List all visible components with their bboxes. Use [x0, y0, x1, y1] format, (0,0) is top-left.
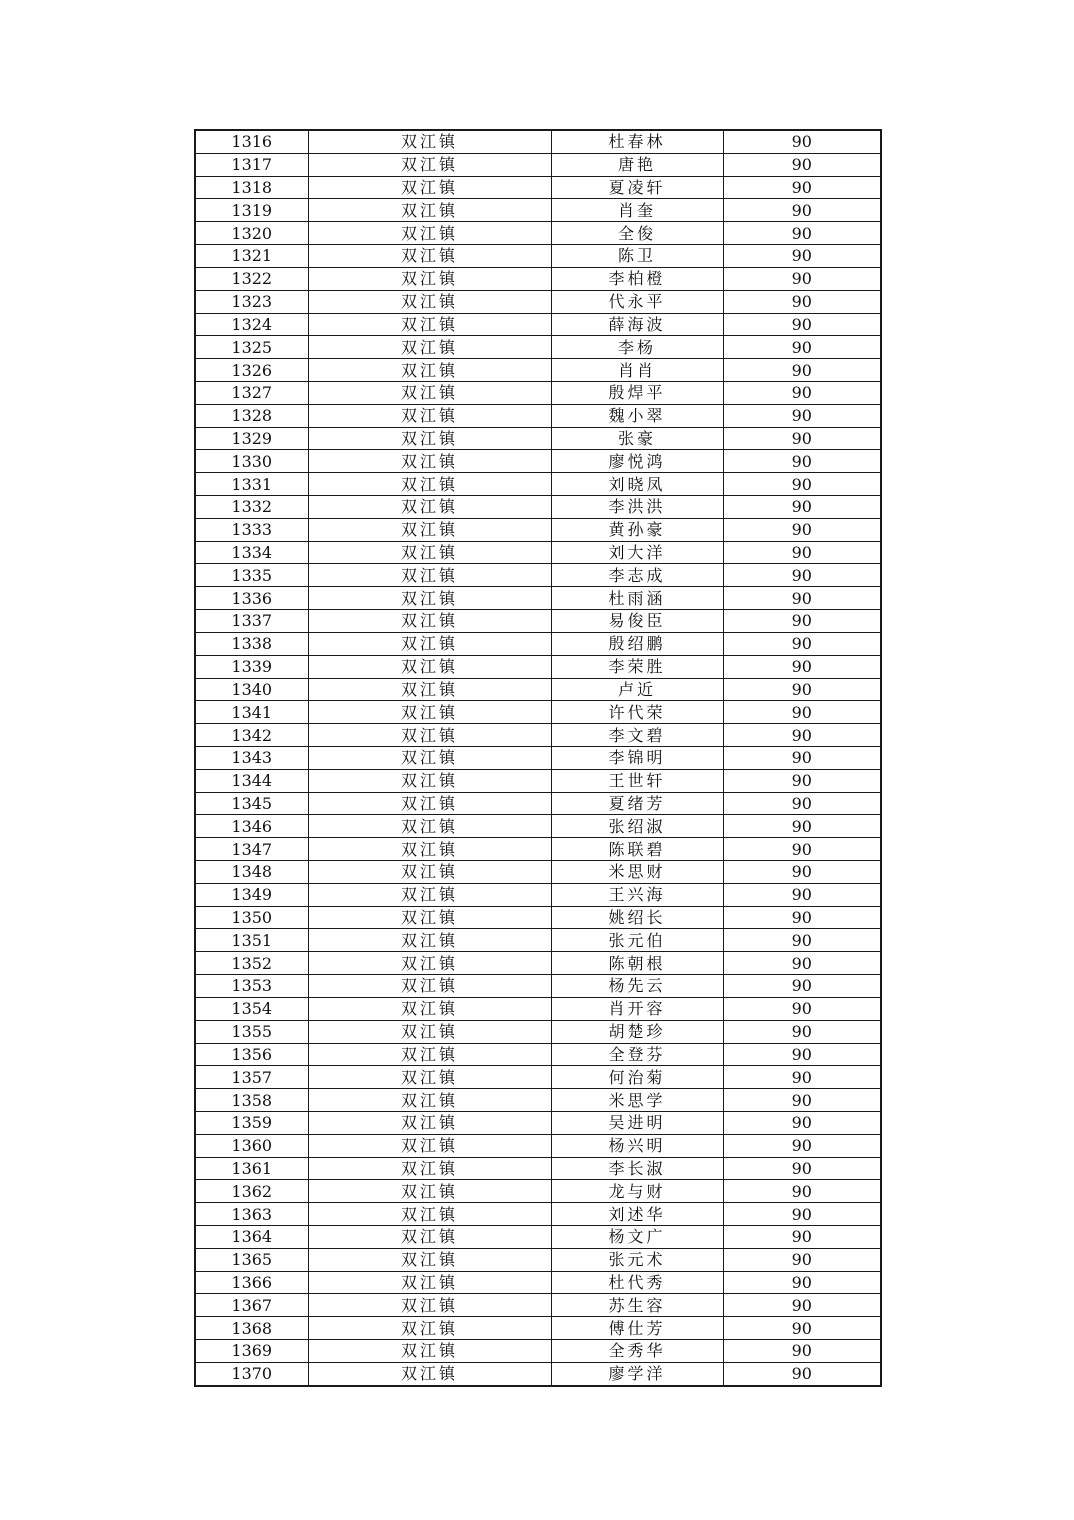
table-row	[195, 290, 881, 313]
town-cell: 双江镇	[308, 678, 551, 701]
town-cell: 双江镇	[308, 450, 551, 473]
table-row	[195, 929, 881, 952]
row-number-cell: 1360	[195, 1134, 308, 1157]
person-name-cell: 王兴海	[551, 883, 723, 906]
person-name-cell: 吴进明	[551, 1111, 723, 1134]
person-name-cell: 李柏橙	[551, 267, 723, 290]
score-cell: 90	[723, 1203, 881, 1226]
table-row	[195, 724, 881, 747]
row-number-cell: 1370	[195, 1362, 308, 1385]
person-name-cell: 胡楚珍	[551, 1020, 723, 1043]
table-row	[195, 245, 881, 268]
town-cell: 双江镇	[308, 1020, 551, 1043]
town-cell: 双江镇	[308, 1134, 551, 1157]
row-number-cell: 1350	[195, 906, 308, 929]
row-number-cell: 1369	[195, 1340, 308, 1363]
person-name-cell: 夏凌轩	[551, 176, 723, 199]
table-row	[195, 473, 881, 496]
table-row	[195, 746, 881, 769]
person-name-cell: 何治菊	[551, 1066, 723, 1089]
town-cell: 双江镇	[308, 997, 551, 1020]
table-row	[195, 975, 881, 998]
row-number-cell: 1358	[195, 1089, 308, 1112]
row-number-cell: 1329	[195, 427, 308, 450]
score-cell: 90	[723, 1340, 881, 1363]
town-cell: 双江镇	[308, 792, 551, 815]
score-cell: 90	[723, 610, 881, 633]
row-number-cell: 1324	[195, 313, 308, 336]
table-row	[195, 176, 881, 199]
person-name-cell: 许代荣	[551, 701, 723, 724]
person-name-cell: 易俊臣	[551, 610, 723, 633]
town-cell: 双江镇	[308, 655, 551, 678]
town-cell: 双江镇	[308, 610, 551, 633]
score-cell: 90	[723, 997, 881, 1020]
row-number-cell: 1326	[195, 359, 308, 382]
row-number-cell: 1362	[195, 1180, 308, 1203]
town-cell: 双江镇	[308, 404, 551, 427]
table-row	[195, 883, 881, 906]
score-cell: 90	[723, 199, 881, 222]
person-name-cell: 陈卫	[551, 245, 723, 268]
person-name-cell: 王世轩	[551, 769, 723, 792]
town-cell: 双江镇	[308, 1226, 551, 1249]
town-cell: 双江镇	[308, 290, 551, 313]
table-row	[195, 1134, 881, 1157]
row-number-cell: 1340	[195, 678, 308, 701]
person-name-cell: 李志成	[551, 564, 723, 587]
table-row	[195, 861, 881, 884]
table-row	[195, 1203, 881, 1226]
town-cell: 双江镇	[308, 1043, 551, 1066]
roster-table-body	[195, 130, 881, 1386]
person-name-cell: 米思财	[551, 861, 723, 884]
table-row	[195, 610, 881, 633]
person-name-cell: 张元伯	[551, 929, 723, 952]
person-name-cell: 魏小翠	[551, 404, 723, 427]
table-row	[195, 1294, 881, 1317]
row-number-cell: 1319	[195, 199, 308, 222]
town-cell: 双江镇	[308, 313, 551, 336]
score-cell: 90	[723, 359, 881, 382]
person-name-cell: 廖学洋	[551, 1362, 723, 1385]
town-cell: 双江镇	[308, 267, 551, 290]
person-name-cell: 李荣胜	[551, 655, 723, 678]
town-cell: 双江镇	[308, 815, 551, 838]
town-cell: 双江镇	[308, 1066, 551, 1089]
town-cell: 双江镇	[308, 496, 551, 519]
town-cell: 双江镇	[308, 1294, 551, 1317]
row-number-cell: 1351	[195, 929, 308, 952]
row-number-cell: 1352	[195, 952, 308, 975]
score-cell: 90	[723, 1248, 881, 1271]
town-cell: 双江镇	[308, 427, 551, 450]
table-row	[195, 701, 881, 724]
score-cell: 90	[723, 701, 881, 724]
person-name-cell: 杨兴明	[551, 1134, 723, 1157]
row-number-cell: 1332	[195, 496, 308, 519]
table-row	[195, 1089, 881, 1112]
table-row	[195, 1066, 881, 1089]
person-name-cell: 夏绪芳	[551, 792, 723, 815]
table-row	[195, 906, 881, 929]
row-number-cell: 1316	[195, 130, 308, 153]
table-row	[195, 1340, 881, 1363]
score-cell: 90	[723, 450, 881, 473]
person-name-cell: 张豪	[551, 427, 723, 450]
score-cell: 90	[723, 1362, 881, 1385]
row-number-cell: 1349	[195, 883, 308, 906]
row-number-cell: 1323	[195, 290, 308, 313]
score-cell: 90	[723, 815, 881, 838]
row-number-cell: 1347	[195, 838, 308, 861]
row-number-cell: 1348	[195, 861, 308, 884]
town-cell: 双江镇	[308, 359, 551, 382]
person-name-cell: 杨文广	[551, 1226, 723, 1249]
score-cell: 90	[723, 496, 881, 519]
town-cell: 双江镇	[308, 701, 551, 724]
person-name-cell: 杜春林	[551, 130, 723, 153]
table-row	[195, 541, 881, 564]
row-number-cell: 1345	[195, 792, 308, 815]
person-name-cell: 姚绍长	[551, 906, 723, 929]
row-number-cell: 1328	[195, 404, 308, 427]
row-number-cell: 1364	[195, 1226, 308, 1249]
table-row	[195, 313, 881, 336]
row-number-cell: 1359	[195, 1111, 308, 1134]
table-row	[195, 518, 881, 541]
score-cell: 90	[723, 678, 881, 701]
town-cell: 双江镇	[308, 1340, 551, 1363]
person-name-cell: 肖奎	[551, 199, 723, 222]
score-cell: 90	[723, 1180, 881, 1203]
town-cell: 双江镇	[308, 929, 551, 952]
row-number-cell: 1344	[195, 769, 308, 792]
person-name-cell: 唐艳	[551, 153, 723, 176]
table-row	[195, 1317, 881, 1340]
row-number-cell: 1336	[195, 587, 308, 610]
table-row	[195, 678, 881, 701]
person-name-cell: 代永平	[551, 290, 723, 313]
score-cell: 90	[723, 906, 881, 929]
score-cell: 90	[723, 313, 881, 336]
person-name-cell: 薛海波	[551, 313, 723, 336]
score-cell: 90	[723, 724, 881, 747]
town-cell: 双江镇	[308, 541, 551, 564]
score-cell: 90	[723, 1157, 881, 1180]
row-number-cell: 1327	[195, 381, 308, 404]
row-number-cell: 1339	[195, 655, 308, 678]
person-name-cell: 张绍淑	[551, 815, 723, 838]
score-cell: 90	[723, 632, 881, 655]
row-number-cell: 1342	[195, 724, 308, 747]
person-name-cell: 肖开容	[551, 997, 723, 1020]
town-cell: 双江镇	[308, 769, 551, 792]
town-cell: 双江镇	[308, 746, 551, 769]
table-row	[195, 1248, 881, 1271]
person-name-cell: 全秀华	[551, 1340, 723, 1363]
town-cell: 双江镇	[308, 518, 551, 541]
person-name-cell: 李锦明	[551, 746, 723, 769]
person-name-cell: 张元术	[551, 1248, 723, 1271]
person-name-cell: 李洪洪	[551, 496, 723, 519]
score-cell: 90	[723, 1089, 881, 1112]
person-name-cell: 杜代秀	[551, 1271, 723, 1294]
person-name-cell: 苏生容	[551, 1294, 723, 1317]
score-cell: 90	[723, 564, 881, 587]
town-cell: 双江镇	[308, 176, 551, 199]
person-name-cell: 龙与财	[551, 1180, 723, 1203]
score-cell: 90	[723, 838, 881, 861]
row-number-cell: 1365	[195, 1248, 308, 1271]
table-row	[195, 564, 881, 587]
row-number-cell: 1368	[195, 1317, 308, 1340]
person-name-cell: 李杨	[551, 336, 723, 359]
town-cell: 双江镇	[308, 199, 551, 222]
table-row	[195, 1226, 881, 1249]
table-row	[195, 838, 881, 861]
town-cell: 双江镇	[308, 564, 551, 587]
score-cell: 90	[723, 153, 881, 176]
score-cell: 90	[723, 404, 881, 427]
table-row	[195, 267, 881, 290]
row-number-cell: 1331	[195, 473, 308, 496]
score-cell: 90	[723, 336, 881, 359]
score-cell: 90	[723, 176, 881, 199]
score-cell: 90	[723, 587, 881, 610]
table-row	[195, 655, 881, 678]
town-cell: 双江镇	[308, 587, 551, 610]
table-row	[195, 427, 881, 450]
score-cell: 90	[723, 1134, 881, 1157]
score-cell: 90	[723, 267, 881, 290]
town-cell: 双江镇	[308, 906, 551, 929]
town-cell: 双江镇	[308, 222, 551, 245]
row-number-cell: 1335	[195, 564, 308, 587]
score-cell: 90	[723, 952, 881, 975]
table-row	[195, 404, 881, 427]
town-cell: 双江镇	[308, 952, 551, 975]
person-name-cell: 陈朝根	[551, 952, 723, 975]
row-number-cell: 1318	[195, 176, 308, 199]
person-name-cell: 刘大洋	[551, 541, 723, 564]
table-row	[195, 815, 881, 838]
row-number-cell: 1322	[195, 267, 308, 290]
score-cell: 90	[723, 975, 881, 998]
score-cell: 90	[723, 1020, 881, 1043]
row-number-cell: 1353	[195, 975, 308, 998]
town-cell: 双江镇	[308, 861, 551, 884]
roster-table	[194, 129, 882, 1387]
person-name-cell: 傅仕芳	[551, 1317, 723, 1340]
table-row	[195, 496, 881, 519]
table-row	[195, 359, 881, 382]
person-name-cell: 黄孙豪	[551, 518, 723, 541]
score-cell: 90	[723, 518, 881, 541]
person-name-cell: 卢近	[551, 678, 723, 701]
row-number-cell: 1325	[195, 336, 308, 359]
town-cell: 双江镇	[308, 1089, 551, 1112]
row-number-cell: 1330	[195, 450, 308, 473]
table-row	[195, 1157, 881, 1180]
row-number-cell: 1334	[195, 541, 308, 564]
row-number-cell: 1321	[195, 245, 308, 268]
town-cell: 双江镇	[308, 245, 551, 268]
row-number-cell: 1337	[195, 610, 308, 633]
person-name-cell: 全俊	[551, 222, 723, 245]
table-row	[195, 222, 881, 245]
town-cell: 双江镇	[308, 336, 551, 359]
score-cell: 90	[723, 655, 881, 678]
table-row	[195, 1020, 881, 1043]
town-cell: 双江镇	[308, 1157, 551, 1180]
score-cell: 90	[723, 541, 881, 564]
person-name-cell: 殷焊平	[551, 381, 723, 404]
row-number-cell: 1361	[195, 1157, 308, 1180]
row-number-cell: 1356	[195, 1043, 308, 1066]
town-cell: 双江镇	[308, 1317, 551, 1340]
row-number-cell: 1355	[195, 1020, 308, 1043]
table-row	[195, 1271, 881, 1294]
score-cell: 90	[723, 473, 881, 496]
table-row	[195, 1362, 881, 1385]
row-number-cell: 1333	[195, 518, 308, 541]
score-cell: 90	[723, 222, 881, 245]
row-number-cell: 1367	[195, 1294, 308, 1317]
town-cell: 双江镇	[308, 975, 551, 998]
table-row	[195, 130, 881, 153]
person-name-cell: 杨先云	[551, 975, 723, 998]
row-number-cell: 1346	[195, 815, 308, 838]
score-cell: 90	[723, 290, 881, 313]
table-row	[195, 199, 881, 222]
town-cell: 双江镇	[308, 153, 551, 176]
person-name-cell: 殷绍鹏	[551, 632, 723, 655]
table-row	[195, 450, 881, 473]
table-row	[195, 997, 881, 1020]
person-name-cell: 陈联碧	[551, 838, 723, 861]
score-cell: 90	[723, 245, 881, 268]
table-row	[195, 952, 881, 975]
town-cell: 双江镇	[308, 1111, 551, 1134]
person-name-cell: 李文碧	[551, 724, 723, 747]
row-number-cell: 1317	[195, 153, 308, 176]
person-name-cell: 李长淑	[551, 1157, 723, 1180]
person-name-cell: 刘述华	[551, 1203, 723, 1226]
town-cell: 双江镇	[308, 1203, 551, 1226]
town-cell: 双江镇	[308, 632, 551, 655]
row-number-cell: 1343	[195, 746, 308, 769]
score-cell: 90	[723, 1111, 881, 1134]
town-cell: 双江镇	[308, 883, 551, 906]
table-row	[195, 792, 881, 815]
table-row	[195, 1111, 881, 1134]
row-number-cell: 1341	[195, 701, 308, 724]
table-row	[195, 1180, 881, 1203]
row-number-cell: 1354	[195, 997, 308, 1020]
score-cell: 90	[723, 427, 881, 450]
person-name-cell: 全登芬	[551, 1043, 723, 1066]
town-cell: 双江镇	[308, 1248, 551, 1271]
row-number-cell: 1320	[195, 222, 308, 245]
table-row	[195, 336, 881, 359]
score-cell: 90	[723, 1066, 881, 1089]
score-cell: 90	[723, 792, 881, 815]
score-cell: 90	[723, 883, 881, 906]
score-cell: 90	[723, 861, 881, 884]
score-cell: 90	[723, 929, 881, 952]
table-row	[195, 587, 881, 610]
town-cell: 双江镇	[308, 130, 551, 153]
table-row	[195, 381, 881, 404]
score-cell: 90	[723, 130, 881, 153]
town-cell: 双江镇	[308, 1180, 551, 1203]
town-cell: 双江镇	[308, 1362, 551, 1385]
person-name-cell: 刘晓凤	[551, 473, 723, 496]
score-cell: 90	[723, 1226, 881, 1249]
town-cell: 双江镇	[308, 724, 551, 747]
table-row	[195, 769, 881, 792]
person-name-cell: 肖肖	[551, 359, 723, 382]
score-cell: 90	[723, 381, 881, 404]
score-cell: 90	[723, 769, 881, 792]
town-cell: 双江镇	[308, 473, 551, 496]
score-cell: 90	[723, 1271, 881, 1294]
row-number-cell: 1363	[195, 1203, 308, 1226]
score-cell: 90	[723, 746, 881, 769]
table-row	[195, 632, 881, 655]
table-row	[195, 1043, 881, 1066]
town-cell: 双江镇	[308, 838, 551, 861]
table-row	[195, 153, 881, 176]
town-cell: 双江镇	[308, 1271, 551, 1294]
score-cell: 90	[723, 1294, 881, 1317]
town-cell: 双江镇	[308, 381, 551, 404]
row-number-cell: 1338	[195, 632, 308, 655]
person-name-cell: 廖悦鸿	[551, 450, 723, 473]
row-number-cell: 1366	[195, 1271, 308, 1294]
score-cell: 90	[723, 1043, 881, 1066]
row-number-cell: 1357	[195, 1066, 308, 1089]
person-name-cell: 米思学	[551, 1089, 723, 1112]
score-cell: 90	[723, 1317, 881, 1340]
person-name-cell: 杜雨涵	[551, 587, 723, 610]
